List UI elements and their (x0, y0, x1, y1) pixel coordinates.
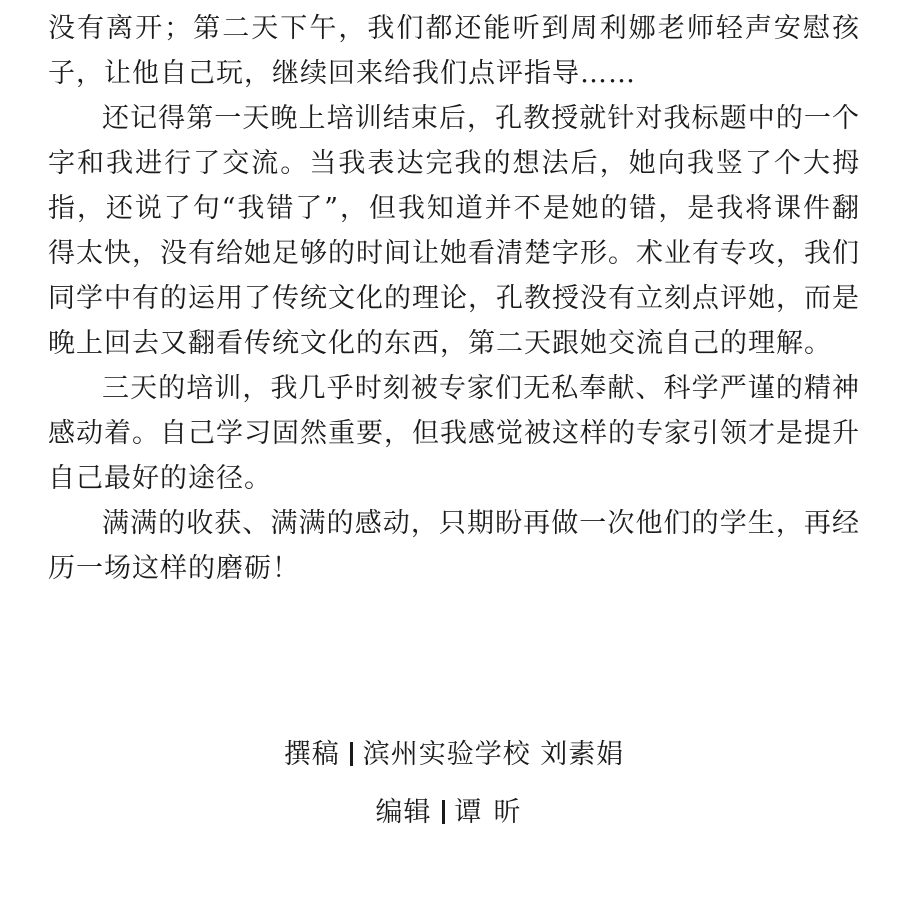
paragraph-closing: 满满的收获、满满的感动，只期盼再做一次他们的学生，再经历一场这样的磨砺！ (48, 508, 860, 584)
article-body (48, 6, 860, 591)
author-value: 滨州实验学校 刘素娟 (362, 739, 625, 770)
separator-bar (350, 742, 353, 766)
editor-credit (0, 790, 908, 829)
paragraph-experts-inspiration: 三天的培训，我几乎时刻被专家们无私奉献、科学严谨的精神感动着。自己学习固然重要，但我感觉被这样的专家引领才是提升自己最好的途径。 (48, 373, 860, 494)
editor-value: 谭昕 (454, 797, 533, 828)
paragraph-training-exchange: 还记得第一天晚上培训结束后，孔教授就针对我标题中的一个字和我进行了交流。当我表达完我的想法后，她向我竖了个大拇指，还说了句“我错了”，但我知道并不是她的错，是我将课件翻得太快，没有给她足够的时间让她看清楚字形。术业有专攻，我们同学中有的运用了传统文化的理论，孔教授没有立刻点评她，而是晚上回去又翻看传统文化的东西，第二天跟她交流自己的理解。 (48, 103, 860, 359)
author-label: 撰稿 (283, 739, 340, 770)
separator-bar (442, 800, 445, 824)
paragraph-continued: 没有离开；第二天下午，我们都还能听到周利娜老师轻声安慰孩子，让他自己玩，继续回来给我们点评指导…… (48, 13, 860, 89)
author-credit (0, 732, 908, 771)
editor-label: 编辑 (375, 797, 432, 828)
